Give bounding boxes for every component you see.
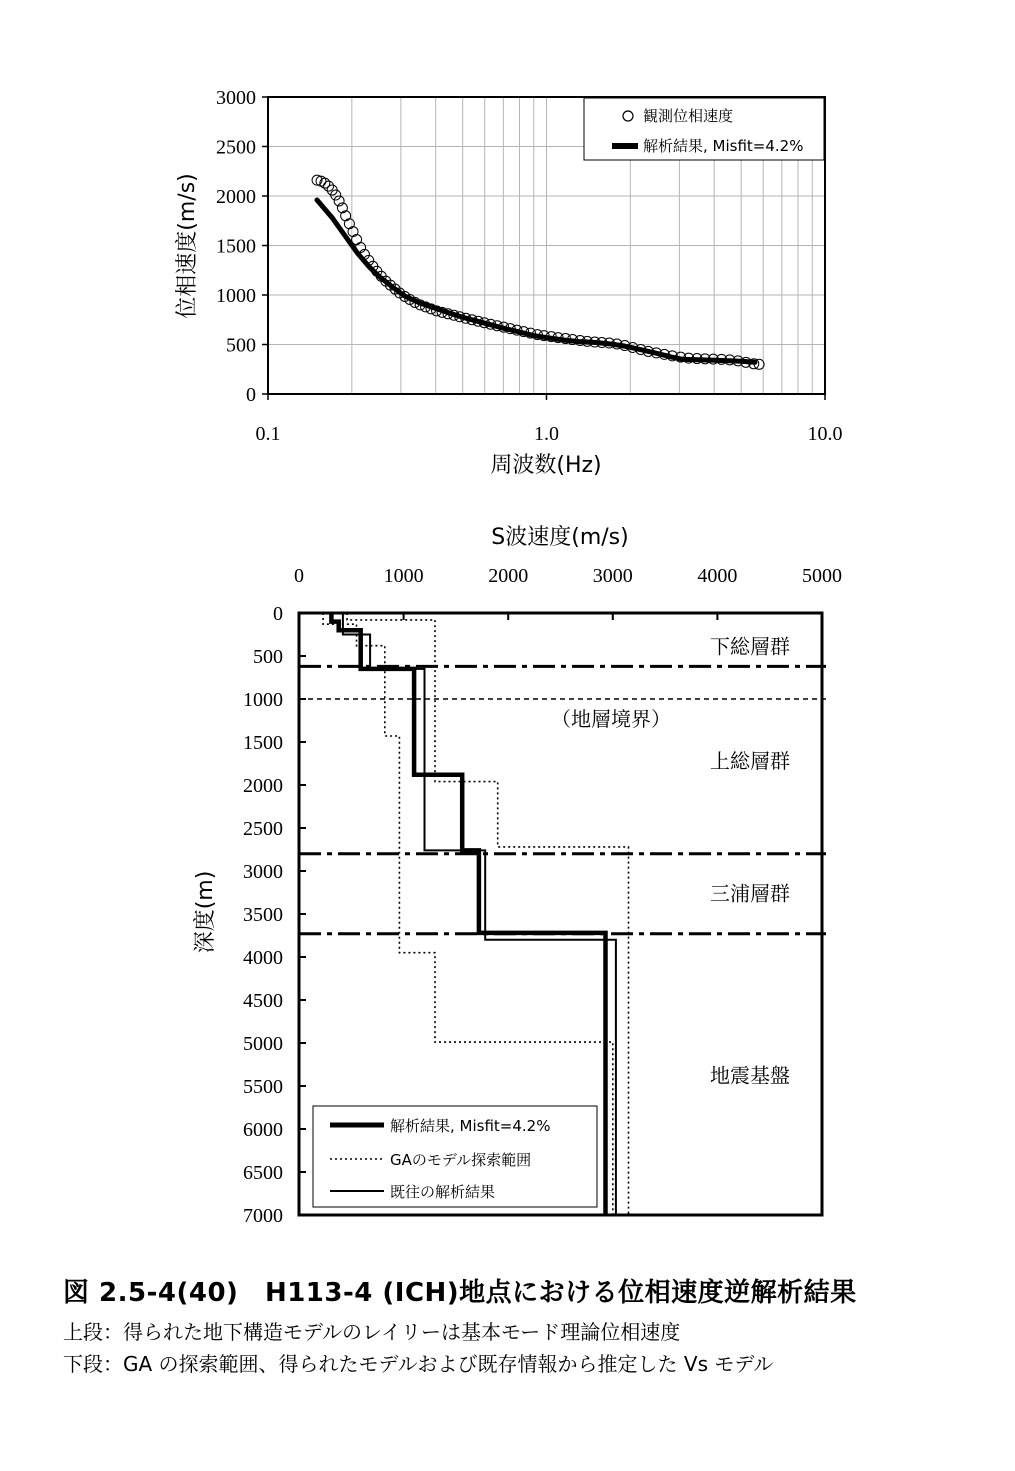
x-tick-label: 5000 <box>802 565 842 587</box>
layer-annotation: 地震基盤 <box>710 1063 790 1088</box>
y-tick-label: 1000 <box>243 689 283 711</box>
fit-phase-velocity-series <box>317 200 755 362</box>
top-legend <box>584 98 824 160</box>
y-tick-label: 3000 <box>243 861 283 883</box>
x-tick-label: 2000 <box>488 565 529 587</box>
y-tick-label: 0 <box>273 603 283 625</box>
legend-previous-label: 既往の解析結果 <box>390 1183 496 1201</box>
layer-annotation: （地層境界） <box>551 706 671 731</box>
y-tick-label: 6500 <box>243 1162 283 1184</box>
layer-annotation: 三浦層群 <box>710 881 790 906</box>
bottom-y-axis-label: 深度(m) <box>193 870 218 954</box>
observed-point <box>348 227 358 237</box>
figure-caption-line1: 上段：得られた地下構造モデルのレイリーは基本モード理論位相速度 <box>63 1320 681 1344</box>
y-tick-label: 500 <box>253 646 283 668</box>
y-tick-label: 3500 <box>243 904 283 926</box>
y-tick-label: 1500 <box>216 235 256 258</box>
top-y-tick-labels <box>216 87 268 406</box>
y-tick-label: 7000 <box>243 1205 283 1227</box>
fit-line <box>317 200 755 362</box>
y-tick-label: 2500 <box>216 136 256 159</box>
x-tick-label: 0 <box>294 565 304 587</box>
y-tick-label: 1000 <box>216 285 256 307</box>
observed-phase-velocity-series <box>312 175 764 369</box>
top-x-tick-labels <box>256 394 843 445</box>
bottom-legend <box>313 1106 597 1207</box>
figure-caption-title: 図 2.5-4(40) H113-4 (ICH)地点における位相速度逆解析結果 <box>63 1278 857 1308</box>
y-tick-label: 1500 <box>243 732 283 754</box>
observed-point <box>344 219 354 229</box>
x-tick-label: 3000 <box>592 565 633 587</box>
bottom-y-tick-labels <box>243 603 306 1227</box>
x-tick-label: 0.1 <box>255 423 281 445</box>
bottom-x-axis-label: S波速度(m/s) <box>491 525 629 550</box>
y-tick-label: 5500 <box>243 1076 283 1098</box>
y-tick-label: 5000 <box>243 1033 283 1055</box>
vs-profile-chart <box>193 525 842 1227</box>
top-y-axis-label: 位相速度(m/s) <box>175 173 200 319</box>
x-tick-label: 1.0 <box>534 423 559 445</box>
x-tick-label: 10.0 <box>807 423 843 445</box>
x-tick-label: 4000 <box>697 565 738 587</box>
legend-fit-profile-label: 解析結果, Misfit=4.2% <box>390 1117 551 1135</box>
x-tick-label: 1000 <box>383 565 424 587</box>
layer-annotations <box>551 635 790 1088</box>
y-tick-label: 6000 <box>243 1119 283 1141</box>
y-tick-label: 2500 <box>243 818 283 840</box>
y-tick-label: 4000 <box>243 947 283 969</box>
dispersion-chart <box>175 87 843 478</box>
y-tick-label: 500 <box>226 334 256 357</box>
y-tick-label: 3000 <box>216 87 256 109</box>
layer-annotation: 下総層群 <box>710 634 790 659</box>
y-tick-label: 0 <box>246 384 256 406</box>
y-tick-label: 4500 <box>243 990 283 1012</box>
legend-ga-range-label: GAのモデル探索範囲 <box>390 1151 532 1169</box>
top-x-axis-label: 周波数(Hz) <box>490 453 602 478</box>
legend-observed-label: 観測位相速度 <box>643 107 734 125</box>
y-tick-label: 2000 <box>243 775 283 797</box>
legend-fit-label: 解析結果, Misfit=4.2% <box>643 137 804 155</box>
figure-caption-line2: 下段：GA の探索範囲、得られたモデルおよび既存情報から推定した Vs モデル <box>63 1352 774 1376</box>
y-tick-label: 2000 <box>216 186 256 208</box>
layer-annotation: 上総層群 <box>710 748 790 773</box>
